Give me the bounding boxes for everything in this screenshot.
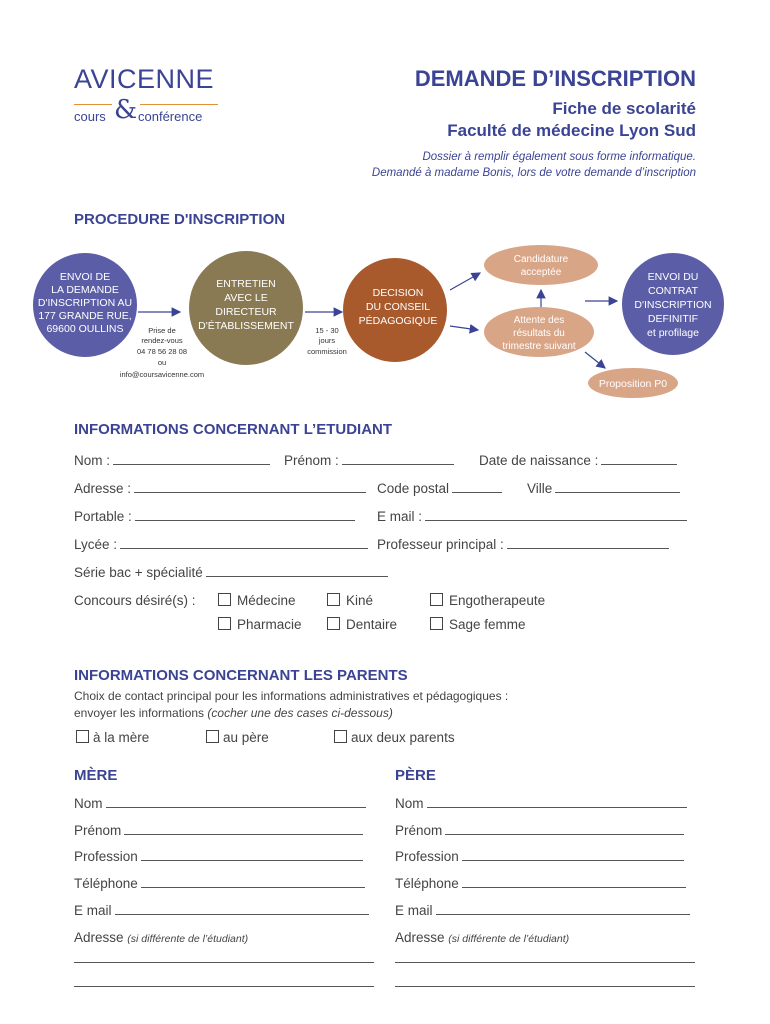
- student-ville-label: Ville: [527, 481, 553, 496]
- option-sage-femme[interactable]: [430, 617, 526, 632]
- step3-line: DU CONSEIL: [365, 301, 431, 313]
- step4-line: CONTRAT: [648, 285, 698, 297]
- note1: [120, 326, 204, 379]
- student-prof: [377, 537, 672, 552]
- mere-nom: [74, 796, 374, 811]
- student-adresse: [74, 481, 369, 496]
- out1-line: Candidature: [513, 254, 569, 265]
- note2: [307, 326, 347, 356]
- step2-line: D'ÉTABLISSEMENT: [198, 320, 294, 332]
- step1-line: ENVOI DE: [59, 271, 111, 283]
- parents-line1: Choix de contact principal pour les informations administratives et pédagogiques :: [74, 689, 509, 703]
- option-label: Engotherapeute: [449, 593, 546, 608]
- checkbox[interactable]: [327, 617, 340, 630]
- student-nom: [74, 453, 273, 468]
- option-label: Kiné: [346, 593, 374, 608]
- mere-telephone-input[interactable]: [141, 876, 365, 888]
- logo-conference: conférence: [138, 109, 203, 124]
- student-nom-input[interactable]: [113, 453, 270, 465]
- step4-line: ENVOI DU: [647, 271, 699, 283]
- choice-label: à la mère: [93, 730, 150, 745]
- mere-prenom: [74, 823, 366, 838]
- student-birthdate-label: Date de naissance :: [479, 453, 599, 468]
- arrow-3a: [450, 273, 480, 290]
- student-birthdate-input[interactable]: [601, 453, 677, 465]
- mere-telephone-label: Téléphone: [74, 876, 138, 891]
- pere-adresse-line-1[interactable]: [395, 962, 695, 963]
- logo-name: AVICENNE: [74, 64, 215, 94]
- student-prenom-input[interactable]: [342, 453, 454, 465]
- mere-telephone: [74, 876, 368, 891]
- student-email-input[interactable]: [425, 509, 687, 521]
- mere-nom-label: Nom: [74, 796, 103, 811]
- note1-line: 04 78 56 28 08: [136, 347, 188, 356]
- pere-title: PÈRE: [395, 767, 436, 784]
- pere-telephone-label: Téléphone: [395, 876, 459, 891]
- student-section-title: INFORMATIONS CONCERNANT L’ETUDIANT: [74, 421, 393, 438]
- mere-nom-input[interactable]: [106, 796, 366, 808]
- checkbox[interactable]: [218, 593, 231, 606]
- student-email: [377, 509, 690, 524]
- student-lycee-input[interactable]: [120, 537, 368, 549]
- student-adresse-label: Adresse :: [74, 481, 132, 496]
- checkbox[interactable]: [76, 730, 89, 743]
- pere-nom-input[interactable]: [427, 796, 687, 808]
- student-nom-label: Nom :: [74, 453, 111, 468]
- outcome-accepted: [484, 245, 598, 285]
- parents-line2-text: envoyer les informations: [74, 706, 205, 720]
- pere-email-input[interactable]: [436, 903, 690, 915]
- mere-adresse-line-1[interactable]: [74, 962, 374, 963]
- pere-telephone-input[interactable]: [462, 876, 686, 888]
- note1-line: ou: [157, 358, 167, 367]
- arrow-3b: [450, 326, 478, 330]
- mere-prenom-label: Prénom: [74, 823, 122, 838]
- procedure-title: PROCEDURE D'INSCRIPTION: [74, 211, 286, 228]
- student-ville: [527, 481, 683, 496]
- pere-prenom: [395, 823, 687, 838]
- option-label: Dentaire: [346, 617, 398, 632]
- note1-line: Prise de: [148, 326, 176, 335]
- student-portable-label: Portable :: [74, 509, 132, 524]
- student-portable: [74, 509, 358, 524]
- choice-pere[interactable]: [206, 730, 269, 745]
- mere-email-label: E mail: [74, 903, 112, 918]
- note2-line: commission: [307, 347, 347, 356]
- option-dentaire[interactable]: [327, 617, 397, 632]
- step4-line: et profilage: [647, 327, 699, 339]
- checkbox[interactable]: [430, 617, 443, 630]
- note2-line: 15 - 30: [315, 326, 339, 335]
- step2-line: DIRECTEUR: [215, 306, 277, 318]
- mere-title: MÈRE: [74, 767, 118, 784]
- pere-telephone: [395, 876, 689, 891]
- step4-line: D'INSCRIPTION: [634, 299, 712, 311]
- choice-deux[interactable]: [334, 730, 455, 745]
- student-prof-label: Professeur principal :: [377, 537, 504, 552]
- mere-adresse: [74, 930, 248, 945]
- mere-profession-input[interactable]: [141, 849, 363, 861]
- mere-email-input[interactable]: [115, 903, 369, 915]
- student-lycee: [74, 537, 371, 552]
- page-subtitle-1: Fiche de scolarité: [552, 99, 696, 118]
- option-ergotherapeute[interactable]: [430, 593, 545, 608]
- pere-email-label: E mail: [395, 903, 433, 918]
- arrow-5: [585, 352, 605, 368]
- out1-line: acceptée: [520, 267, 562, 278]
- student-serie-label: Série bac + spécialité: [74, 565, 203, 580]
- pere-profession-input[interactable]: [462, 849, 684, 861]
- pere-prenom-label: Prénom: [395, 823, 443, 838]
- step2-line: ENTRETIEN: [216, 278, 276, 290]
- option-label: Sage femme: [449, 617, 526, 632]
- option-label: Médecine: [237, 593, 296, 608]
- student-prenom-label: Prénom :: [284, 453, 339, 468]
- student-ville-input[interactable]: [555, 481, 680, 493]
- student-email-label: E mail :: [377, 509, 423, 524]
- page-subtitle-2: Faculté de médecine Lyon Sud: [447, 121, 696, 140]
- pere-profession-label: Profession: [395, 849, 459, 864]
- student-portable-input[interactable]: [135, 509, 355, 521]
- logo-ampersand: &: [114, 95, 138, 125]
- out2-line: Attente des: [513, 315, 565, 326]
- out2-line: trimestre suivant: [502, 341, 576, 352]
- pere-nom-label: Nom: [395, 796, 424, 811]
- student-cp-label: Code postal: [377, 481, 450, 496]
- option-pharmacie[interactable]: [218, 617, 302, 632]
- student-cp-input[interactable]: [452, 481, 502, 493]
- pere-adresse: [395, 930, 569, 945]
- pere-adresse-label: Adresse: [395, 930, 445, 945]
- pere-adresse-note: (si différente de l’étudiant): [448, 933, 570, 945]
- procedure-flowchart: [0, 0, 770, 410]
- checkbox[interactable]: [430, 593, 443, 606]
- step3-line: PÉDAGOGIQUE: [358, 315, 438, 327]
- out2-line: résultats du: [513, 328, 565, 339]
- step1-line: LA DEMANDE: [51, 284, 119, 296]
- pere-prenom-input[interactable]: [445, 823, 684, 835]
- mere-prenom-input[interactable]: [124, 823, 363, 835]
- page-title: DEMANDE D’INSCRIPTION: [414, 66, 696, 91]
- mere-adresse-line-2[interactable]: [74, 986, 374, 987]
- step1-line: D'INSCRIPTION AU: [37, 297, 133, 309]
- student-prof-input[interactable]: [507, 537, 669, 549]
- out3-line: Proposition P0: [598, 378, 668, 390]
- pere-profession: [395, 849, 687, 864]
- student-concours-label: Concours désiré(s) :: [74, 593, 196, 608]
- checkbox[interactable]: [206, 730, 219, 743]
- mere-adresse-label: Adresse: [74, 930, 124, 945]
- pere-email: [395, 903, 693, 918]
- checkbox[interactable]: [218, 617, 231, 630]
- option-medecine[interactable]: [218, 593, 296, 608]
- option-kine[interactable]: [327, 593, 373, 608]
- mere-profession-label: Profession: [74, 849, 138, 864]
- choice-mere[interactable]: [76, 730, 149, 745]
- parents-line2-italic: (cocher une des cases ci-dessous): [207, 706, 393, 720]
- option-label: Pharmacie: [237, 617, 302, 632]
- note1-line: info@coursavicenne.com: [119, 370, 205, 379]
- checkbox[interactable]: [327, 593, 340, 606]
- pere-adresse-line-2[interactable]: [395, 986, 695, 987]
- student-serie-input[interactable]: [206, 565, 388, 577]
- header-note-1: Dossier à remplir également sous forme informatique.: [422, 151, 696, 163]
- parents-section-title: INFORMATIONS CONCERNANT LES PARENTS: [74, 667, 408, 684]
- mere-adresse-note: (si différente de l’étudiant): [127, 933, 249, 945]
- student-serie: [74, 565, 391, 580]
- parents-line2: [74, 706, 393, 720]
- pere-nom: [395, 796, 690, 811]
- note2-line: jours: [318, 336, 336, 345]
- student-birthdate: [479, 453, 680, 468]
- step1-line: 69600 OULLINS: [46, 323, 124, 335]
- student-lycee-label: Lycée :: [74, 537, 118, 552]
- student-adresse-input[interactable]: [134, 481, 366, 493]
- step3-line: DECISION: [372, 287, 424, 299]
- student-prenom: [284, 453, 457, 468]
- choice-label: au père: [223, 730, 269, 745]
- note1-line: rendez-vous: [141, 336, 183, 345]
- student-cp: [377, 481, 505, 496]
- header-note-2: Demandé à madame Bonis, lors de votre demande d’inscription: [371, 167, 696, 179]
- checkbox[interactable]: [334, 730, 347, 743]
- logo-cours: cours: [74, 109, 106, 124]
- step1-line: 177 GRANDE RUE,: [38, 310, 132, 322]
- choice-label: aux deux parents: [351, 730, 455, 745]
- step4-line: DEFINITIF: [647, 313, 699, 325]
- mere-profession: [74, 849, 366, 864]
- step2-line: AVEC LE: [224, 292, 268, 304]
- mere-email: [74, 903, 372, 918]
